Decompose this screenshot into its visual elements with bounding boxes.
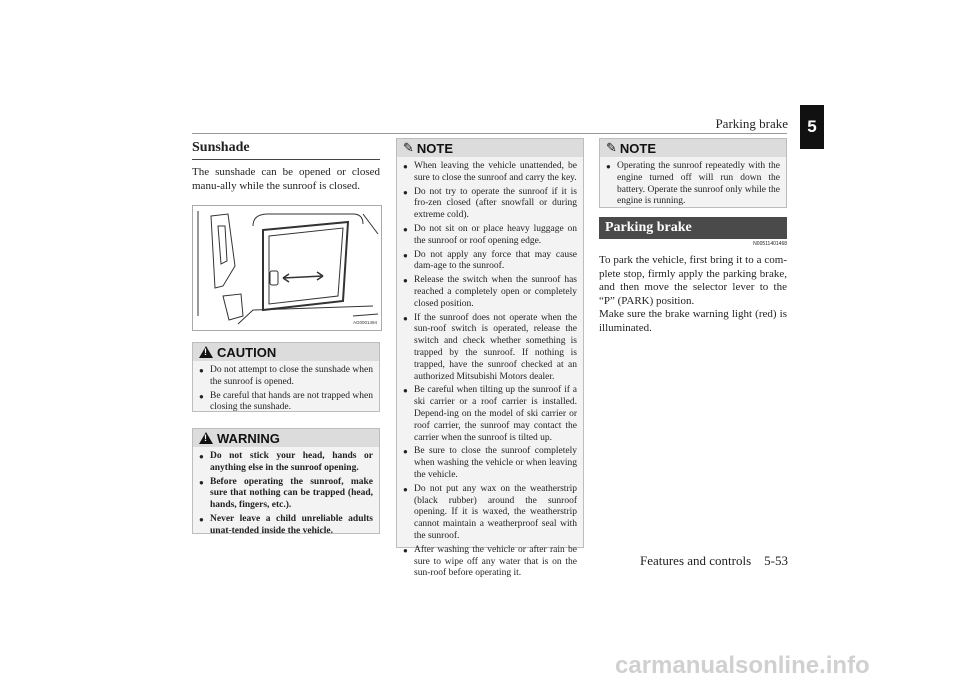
list-item: ● Do not sit on or place heavy luggage on the sunroof or roof opening edge.: [403, 224, 577, 248]
note-list: [397, 157, 583, 586]
note-box-middle: [396, 138, 584, 579]
caution-list: [193, 361, 379, 420]
note-label: NOTE: [416, 140, 454, 156]
warning-triangle-icon: [199, 432, 213, 444]
note-list: [600, 157, 786, 214]
sunshade-heading-text: Sunshade: [192, 140, 250, 155]
note-label: NOTE: [619, 140, 657, 156]
list-item: ● If the sunroof does not operate when the sun-roof switch is operated, release the switch and check whether something is trapped by the sunroof. If nothing is trapped, have the sunroof checked at an authorized Mitsubishi Motors dealer.: [403, 313, 577, 384]
sunshade-body: The sunshade can be opened or closed manu-ally while the sunroof is closed.: [192, 166, 380, 192]
pencil-note-icon: ✎: [403, 140, 414, 155]
list-item: ● Operating the sunroof repeatedly with the engine turned off will run down the battery. Operate the sunroof only while the engine is running.: [606, 161, 780, 208]
warning-triangle-icon: [199, 346, 213, 358]
list-item: ● When leaving the vehicle unattended, be sure to close the sunroof and carry the key.: [403, 161, 577, 185]
list-item: ● Do not apply any force that may cause dam-age to the sunroof.: [403, 250, 577, 274]
sunroof-illustration: [193, 206, 381, 330]
note-box-right: [599, 138, 787, 208]
warning-list: [193, 447, 379, 544]
warning-header: [193, 429, 379, 447]
watermark: carmanualsonline.info: [615, 652, 870, 679]
list-item: ● Do not try to operate the sunroof if it is fro-zen closed (after snowfall or during extreme cold).: [403, 187, 577, 222]
note-header: [600, 139, 786, 157]
list-item: ● Never leave a child unreliable adults unat-tended inside the vehicle.: [199, 514, 373, 538]
list-item: ● Release the switch when the sunroof has reached a completely open or completely closed position.: [403, 275, 577, 310]
list-item: ● Be careful when tilting up the sunroof if a ski carrier or a roof carrier is installed. Depend-ing on the model of ski carrier or roof carrier, the sunroof may contact the carrier when the sunroof is tilted up.: [403, 385, 577, 444]
figure-code: AG0001494: [352, 320, 377, 325]
warning-label: WARNING: [217, 430, 280, 446]
header-rule: [192, 133, 787, 134]
list-item: ● Do not stick your head, hands or anything else in the sunroof opening.: [199, 451, 373, 475]
list-item: ● Do not put any wax on the weatherstrip (black rubber) around the sunroof opening. If it is waxed, the weatherstrip cannot maintain a weatherproof seal with the sunroof.: [403, 484, 577, 543]
warning-box: [192, 428, 380, 534]
caution-label: CAUTION: [217, 344, 277, 360]
list-item: ● After washing the vehicle or after rain be sure to wipe off any water that is on the sun-roof before operating it.: [403, 545, 577, 580]
list-item: ● Be sure to close the sunroof completely when washing the vehicle or when leaving the vehicle.: [403, 446, 577, 481]
section-code: N00511401468: [753, 241, 787, 247]
parking-brake-heading: [599, 217, 787, 239]
page-footer: Features and controls 5-53: [639, 553, 788, 568]
sunshade-heading: [192, 137, 380, 160]
parking-brake-heading-text: Parking brake: [605, 220, 692, 235]
list-item: ● Before operating the sunroof, make sure that nothing can be trapped (head, hands, fingers, etc.).: [199, 477, 373, 512]
pencil-note-icon: ✎: [606, 140, 617, 155]
sunshade-figure: [192, 205, 382, 331]
header-title: Parking brake: [715, 116, 788, 131]
chapter-tab[interactable]: 5: [800, 105, 824, 149]
list-item: ● Be careful that hands are not trapped when closing the sunshade.: [199, 391, 373, 415]
list-item: ● Do not attempt to close the sunshade when the sunroof is opened.: [199, 365, 373, 389]
caution-header: [193, 343, 379, 361]
caution-box: [192, 342, 380, 412]
parking-brake-paragraph: To park the vehicle, first bring it to a com-plete stop, firmly apply the parking brake, and then move the selector lever to the “P” (PARK) position.: [599, 254, 787, 307]
note-header: [397, 139, 583, 157]
parking-brake-body: [599, 254, 787, 335]
parking-brake-paragraph: Make sure the brake warning light (red) is illuminated.: [599, 308, 787, 334]
